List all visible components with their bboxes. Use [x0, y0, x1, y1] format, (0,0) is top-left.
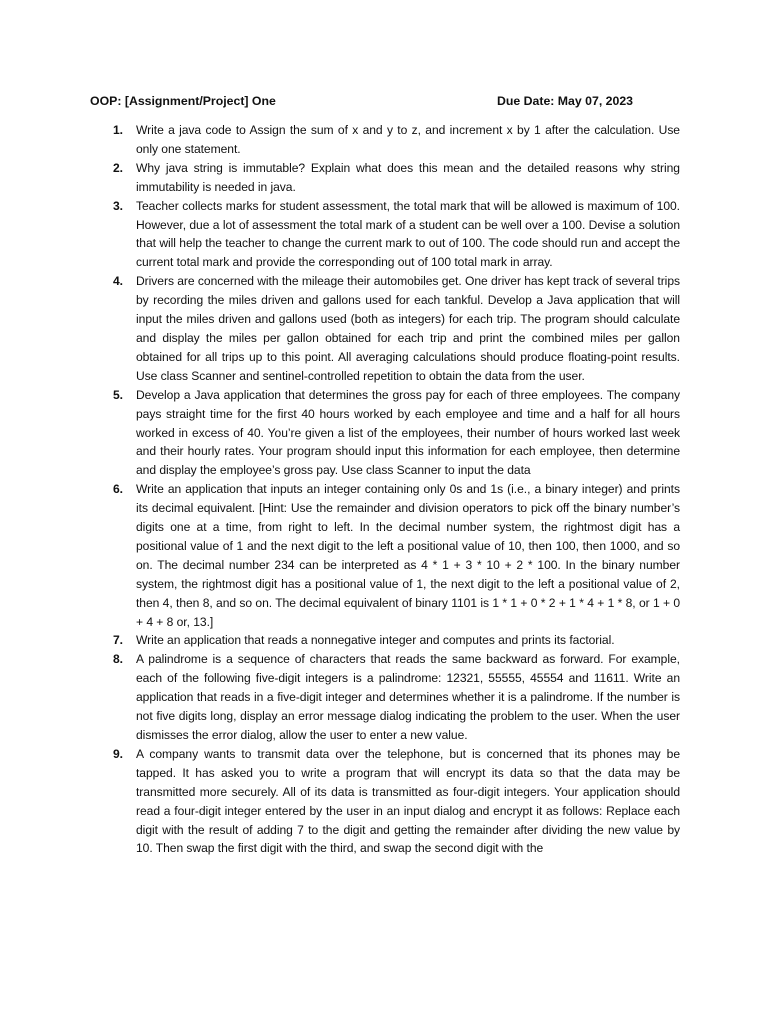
question-text: Write an application that reads a nonnegative integer and computes and prints its factorial.	[136, 633, 615, 648]
question-number: 1.	[113, 123, 123, 137]
question-text: Drivers are concerned with the mileage their automobiles get. One driver has kept track of several trips by recording the miles driven and gallons used for each tankful. Develop a Java application that will input the miles driven and gallons used (both as integers) for each trip. The program should calculate and display the miles per gallon obtained for each trip and print the combined miles per gallon obtained for all trips up to this point. All averaging calculations should produce floating-point results. Use class Scanner and sentinel-controlled repetition to obtain the data from the user.	[136, 274, 680, 383]
question-number: 7.	[113, 633, 123, 648]
question-text: Develop a Java application that determines the gross pay for each of three employees. The company pays straight time for the first 40 hours worked by each employee and time and a half for all hours worked in excess of 40. You’re given a list of the employees, their number of hours worked last week and their hourly rates. Your program should input this information for each employee, then determine and display the employee’s gross pay. Use class Scanner to input the data	[136, 387, 680, 478]
question-text: Write a java code to Assign the sum of x and y to z, and increment x by 1 after the calculation. Use only one statement.	[136, 123, 680, 156]
due-date: Due Date: May 07, 2023	[497, 94, 634, 108]
question-text: A company wants to transmit data over the telephone, but is concerned that its phones may be tapped. It has asked you to write a program that will encrypt its data so that the data may be transmitted more securely. All of its data is transmitted as four-digit integers. Your application should read a four-digit integer entered by the user in an input dialog and encrypt it as follows: Replace each digit with the result of adding 7 to the digit and getting the remainder after dividing the new value by 10. Then swap the first digit with the third, and swap the second digit with the	[136, 746, 680, 856]
question-text: Teacher collects marks for student assessment, the total mark that will be allowed is maximum of 100. However, due a lot of assessment the total mark of a student can be well over a 100. Devise a solution that will help the teacher to change the current mark to out of 100. The code should run and accept the current total mark and provide the corresponding out of 100 total mark in array.	[136, 198, 680, 270]
question-number: 6.	[113, 482, 123, 497]
document-header	[90, 93, 650, 113]
question-number: 5.	[113, 387, 123, 402]
question-list	[108, 121, 680, 858]
question-number: 4.	[113, 274, 123, 289]
question-text: Write an application that inputs an integer containing only 0s and 1s (i.e., a binary integer) and prints its decimal equivalent. [Hint: Use the remainder and division operators to pick off the binary number’s digits one at a time, from right to left. In the decimal number system, the rightmost digit has a positional value of 1 and the next digit to the left a positional value of 10, then 100, then 1000, and so on. The decimal number 234 can be interpreted as 4 * 1 + 3 * 10 + 2 * 100. In the binary number system, the rightmost digit has a positional value of 1, the next digit to the left a positional value of 2, then 4, then 8, and so on. The decimal equivalent of binary 1101 is 1 * 1 + 0 * 2 + 1 * 4 + 1 * 8, or 1 + 0 + 4 + 8 or, 13.]	[136, 482, 680, 629]
question-6	[108, 480, 680, 631]
assignment-title: OOP: [Assignment/Project] One	[90, 94, 276, 108]
question-text: A palindrome is a sequence of characters that reads the same backward as forward. For example, each of the following five-digit integers is a palindrome: 12321, 55555, 45554 and 11611. Write an application that reads in a five-digit integer and determines whether it is a palindrome. If the number is not five digits long, display an error message dialog indicating the problem to the user. When the user dismisses the error dialog, allow the user to enter a new value.	[136, 652, 680, 742]
question-number: 3.	[113, 198, 123, 213]
question-4	[108, 272, 680, 385]
question-text: Why java string is immutable? Explain what does this mean and the detailed reasons why string immutability is needed in java.	[136, 160, 680, 194]
question-9	[108, 745, 680, 858]
question-2	[108, 159, 680, 197]
question-number: 9.	[113, 746, 123, 761]
question-number: 8.	[113, 652, 123, 667]
question-1	[108, 121, 680, 159]
question-3	[108, 197, 680, 273]
question-number: 2.	[113, 160, 123, 175]
question-7	[108, 631, 680, 650]
question-8	[108, 650, 680, 745]
question-5	[108, 386, 680, 481]
